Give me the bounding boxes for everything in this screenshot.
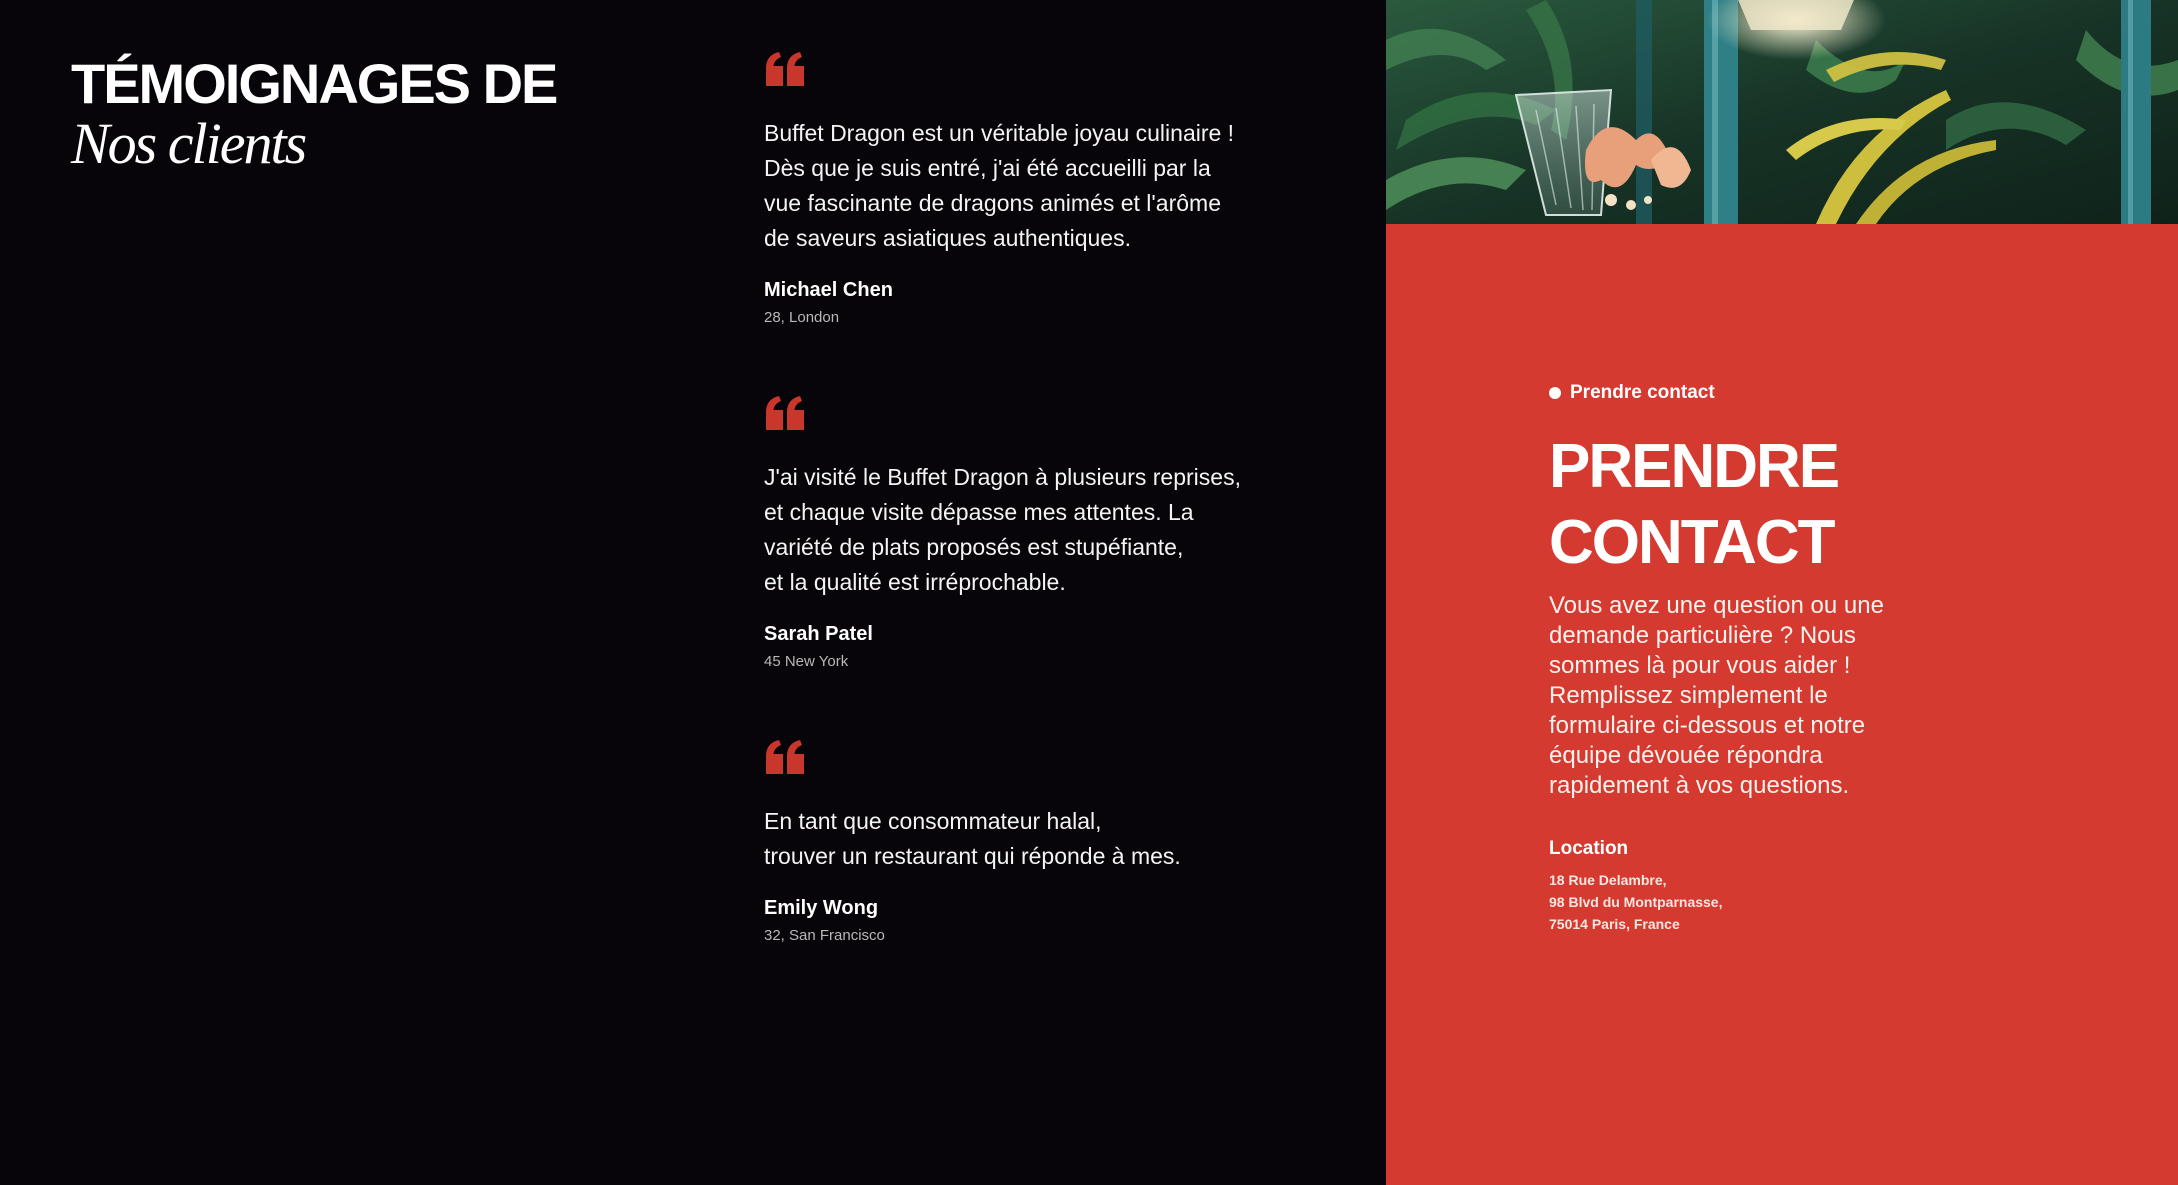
quote-line: Dès que je suis entré, j'ai été accueilli par la xyxy=(764,155,1211,181)
quote-line: et chaque visite dépasse mes attentes. La xyxy=(764,499,1194,525)
testimonial-card xyxy=(764,740,1324,946)
testimonial-meta: 45 New York xyxy=(764,653,849,670)
testimonial-quote xyxy=(764,804,1324,874)
contact-title-line: PRENDRE xyxy=(1549,432,1839,501)
quote-line: trouver un restaurant qui réponde à mes. xyxy=(764,843,1181,869)
contact-description xyxy=(1549,591,1969,801)
contact-block xyxy=(1549,381,1969,935)
quote-line: vue fascinante de dragons animés et l'arôme xyxy=(764,190,1221,216)
contact-title-line: CONTACT xyxy=(1549,508,1834,577)
description-line: rapidement à vos questions. xyxy=(1549,772,1850,799)
description-line: demande particulière ? Nous xyxy=(1549,622,1856,649)
contact-section xyxy=(1386,0,2178,1185)
testimonial-quote xyxy=(764,460,1324,600)
quote-icon xyxy=(764,396,806,430)
restaurant-photo-illustration xyxy=(1386,0,2178,224)
testimonial-card xyxy=(764,396,1324,672)
testimonial-author: Sarah Patel xyxy=(764,623,873,645)
testimonials-heading xyxy=(71,54,556,174)
testimonial-meta: 28, London xyxy=(764,309,840,326)
address-line: 98 Blvd du Montparnasse, xyxy=(1549,894,1723,910)
address-line: 75014 Paris, France xyxy=(1549,916,1680,932)
quote-icon xyxy=(764,52,806,86)
contact-title xyxy=(1549,429,1969,581)
testimonial-author: Michael Chen xyxy=(764,279,893,301)
description-line: sommes là pour vous aider ! xyxy=(1549,652,1851,679)
bullet-dot-icon xyxy=(1549,387,1561,399)
quote-line: variété de plats proposés est stupéfiante, xyxy=(764,534,1184,560)
quote-icon xyxy=(764,740,806,774)
address xyxy=(1549,869,1969,935)
contact-eyebrow xyxy=(1549,381,1969,405)
quote-line: et la qualité est irréprochable. xyxy=(764,569,1066,595)
address-line: 18 Rue Delambre, xyxy=(1549,872,1667,888)
description-line: Vous avez une question ou une xyxy=(1549,592,1884,619)
testimonial-card xyxy=(764,52,1324,328)
heading-line-1: TÉMOIGNAGES DE xyxy=(71,52,557,115)
quote-line: En tant que consommateur halal, xyxy=(764,808,1102,834)
heading-line-2: Nos clients xyxy=(71,111,306,176)
location-label: Location xyxy=(1549,838,1629,859)
testimonial-quote xyxy=(764,116,1324,256)
eyebrow-label: Prendre contact xyxy=(1570,382,1715,403)
quote-line: Buffet Dragon est un véritable joyau culinaire ! xyxy=(764,120,1235,146)
description-line: Remplissez simplement le xyxy=(1549,682,1828,709)
testimonial-meta: 32, San Francisco xyxy=(764,927,885,944)
testimonial-author: Emily Wong xyxy=(764,897,879,919)
description-line: équipe dévouée répondra xyxy=(1549,742,1823,769)
description-line: formulaire ci-dessous et notre xyxy=(1549,712,1866,739)
restaurant-photo xyxy=(1386,0,2178,224)
quote-line: J'ai visité le Buffet Dragon à plusieurs reprises, xyxy=(764,464,1241,490)
quote-line: de saveurs asiatiques authentiques. xyxy=(764,225,1131,251)
